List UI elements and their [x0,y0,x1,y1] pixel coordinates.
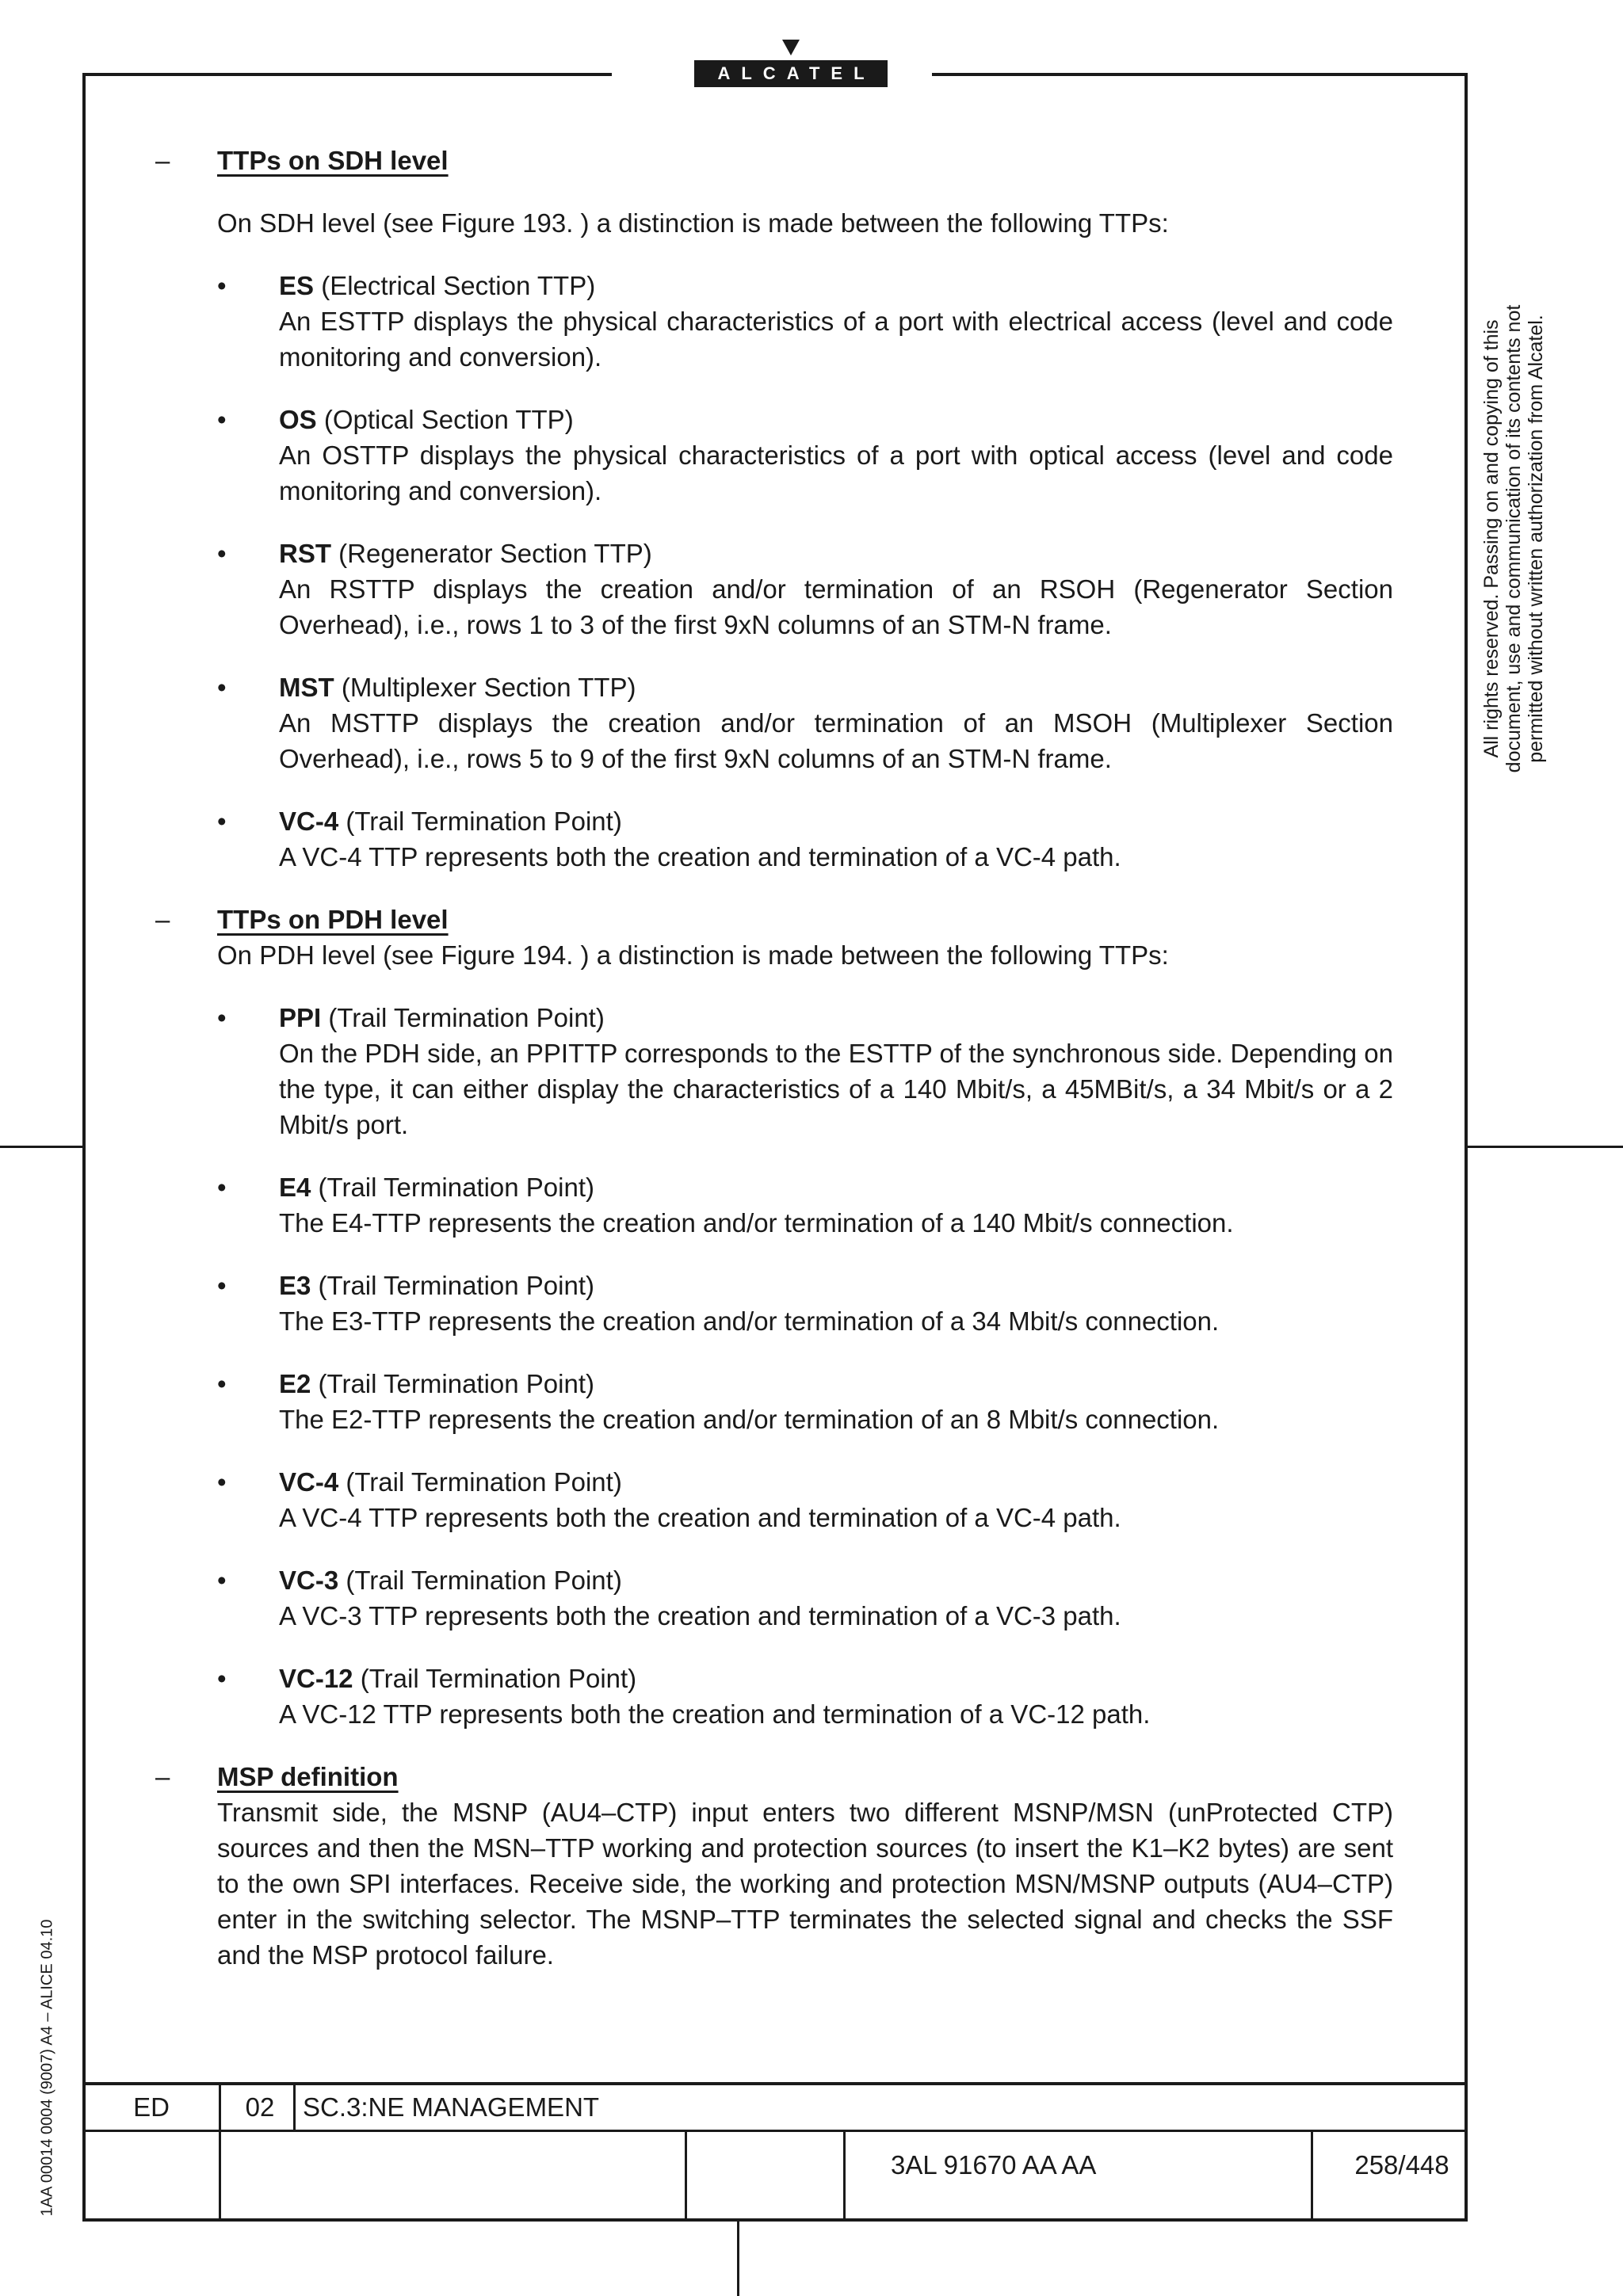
footer-divider [219,2085,221,2218]
footer-divider [685,2130,687,2218]
item-heading [279,1169,1393,1205]
edition-number: 02 [245,2092,275,2122]
list-item [217,1169,1393,1241]
item-term: PPI [279,1003,322,1032]
footer-divider [843,2130,846,2218]
item-label: (Regenerator Section TTP) [338,539,652,568]
item-description: An OSTTP displays the physical characteristics of a port with optical access (level and code monitoring and conversion). [279,441,1393,505]
logo-triangle-icon [782,40,800,55]
item-description: The E3-TTP represents the creation and/or termination of a 34 Mbit/s connection. [279,1306,1220,1336]
list-item [217,1000,1393,1142]
dash-marker: – [155,1762,170,1791]
item-label: (Trail Termination Point) [318,1271,594,1300]
frame-left-rule [82,73,86,2222]
form-code-text: 1AA 00014 0004 (9007) A4 – ALICE 04.10 [38,1919,56,2217]
item-term: VC-12 [279,1664,353,1693]
logo-text: ALCATEL [694,60,888,87]
footer-row-top [84,2085,1468,2132]
item-label: (Trail Termination Point) [346,807,622,836]
item-heading [279,268,1393,303]
item-description: A VC-12 TTP represents both the creation and termination of a VC-12 path. [279,1699,1151,1729]
item-heading [279,1661,1393,1696]
item-term: E4 [279,1173,311,1202]
bullet-icon: • [217,539,227,568]
section-body: Transmit side, the MSNP (AU4–CTP) input enters two different MSNP/MSN (unProtected CTP) sources and then the MSN–TTP working and protection sources (to insert the K1–K2 bytes) are sent to the own SPI interfaces. Receive side, the working and protection MSN/MSNP outputs (AU4–CTP) enter in the switching selector. The MSNP–TTP terminates the selected signal and checks the SSF and the MSP protocol failure. [217,1798,1393,1970]
frame-top-right-rule [932,73,1468,76]
frame-top-left-rule [82,73,612,76]
section [151,902,1393,1732]
edition-label: ED [133,2092,170,2122]
item-term: VC-4 [279,807,339,836]
item-term: RST [279,539,331,568]
list-item [217,1366,1393,1437]
list-item [217,669,1393,776]
document-code: 3AL 91670 AA AA [891,2150,1097,2180]
section-intro: On PDH level (see Figure 194. ) a distinction is made between the following TTPs: [217,940,1169,970]
item-label: (Trail Termination Point) [360,1664,637,1693]
item-label: (Multiplexer Section TTP) [341,673,636,702]
item-description: The E2-TTP represents the creation and/or termination of an 8 Mbit/s connection. [279,1405,1220,1434]
bullet-icon: • [217,1566,227,1595]
item-description: A VC-3 TTP represents both the creation and termination of a VC-3 path. [279,1601,1121,1630]
list-item [217,1268,1393,1339]
bullet-icon: • [217,405,227,434]
item-label: (Trail Termination Point) [346,1467,622,1497]
section-title: SC.3:NE MANAGEMENT [303,2092,600,2122]
list-item [217,803,1393,875]
item-description: An ESTTP displays the physical characteristics of a port with electrical access (level and code monitoring and conversion). [279,307,1393,372]
bullet-icon: • [217,271,227,300]
item-heading [279,402,1393,437]
section-heading: TTPs on SDH level [217,146,449,175]
item-description: A VC-4 TTP represents both the creation and termination of a VC-4 path. [279,1503,1121,1532]
dash-marker: – [155,905,170,934]
list-item [217,268,1393,375]
dash-marker: – [155,146,170,175]
item-term: ES [279,271,315,300]
bullet-icon: • [217,1369,227,1398]
item-heading [279,1366,1393,1402]
item-heading [279,1268,1393,1303]
section [151,1759,1393,1973]
item-label: (Electrical Section TTP) [321,271,596,300]
bullet-icon: • [217,1003,227,1032]
fold-mark-right [1468,1146,1623,1148]
fold-mark-left [0,1146,82,1148]
item-description: On the PDH side, an PPITTP corresponds to the ESTTP of the synchronous side. Depending on the type, it can either display the characteristics of a 140 Mbit/s, a 45MBit/s, a 34 Mbit/s or a 2 Mbit/s port. [279,1039,1393,1139]
bullet-icon: • [217,673,227,702]
item-heading [279,1464,1393,1500]
item-description: An MSTTP displays the creation and/or termination of an MSOH (Multiplexer Section Overhead), i.e., rows 5 to 9 of the first 9xN columns of an STM-N frame. [279,708,1393,773]
item-term: OS [279,405,317,434]
list-item [217,1562,1393,1634]
section [151,143,1393,875]
page-number: 258/448 [1354,2150,1449,2180]
bullet-icon: • [217,1271,227,1300]
bullet-icon: • [217,1467,227,1497]
copyright-notice [1474,277,1553,800]
document-body [151,143,1393,1973]
section-heading: TTPs on PDH level [217,905,449,934]
item-description: The E4-TTP represents the creation and/or termination of a 140 Mbit/s connection. [279,1208,1234,1238]
list-item [217,1661,1393,1732]
item-heading [279,536,1393,571]
list-item [217,536,1393,643]
bullet-icon: • [217,1664,227,1693]
item-term: VC-3 [279,1566,339,1595]
item-description: An RSTTP displays the creation and/or termination of an RSOH (Regenerator Section Overhead), i.e., rows 1 to 3 of the first 9xN columns of an STM-N frame. [279,574,1393,639]
form-code [24,1917,71,2218]
copyright-notice-text: All rights reserved. Passing on and copying of this document, use and communication of its contents not permitted without written authorization from Alcatel. [1480,304,1547,773]
item-label: (Trail Termination Point) [328,1003,605,1032]
item-heading [279,1000,1393,1035]
item-term: VC-4 [279,1467,339,1497]
item-label: (Trail Termination Point) [318,1173,594,1202]
section-intro: On SDH level (see Figure 193. ) a distinction is made between the following TTPs: [217,208,1169,238]
bottom-stem-rule [737,2220,739,2296]
item-label: (Trail Termination Point) [318,1369,594,1398]
item-description: A VC-4 TTP represents both the creation and termination of a VC-4 path. [279,842,1121,871]
section-heading: MSP definition [217,1762,399,1791]
list-item [217,1464,1393,1535]
item-heading [279,803,1393,839]
item-heading [279,669,1393,705]
item-term: E2 [279,1369,311,1398]
bullet-icon: • [217,1173,227,1202]
alcatel-logo [674,40,908,93]
footer-divider [293,2085,296,2130]
footer-divider [1311,2130,1313,2218]
item-label: (Trail Termination Point) [346,1566,622,1595]
item-term: MST [279,673,334,702]
bullet-icon: • [217,807,227,836]
footer-table [84,2082,1468,2222]
item-term: E3 [279,1271,311,1300]
item-label: (Optical Section TTP) [323,405,574,434]
list-item [217,402,1393,509]
item-heading [279,1562,1393,1598]
